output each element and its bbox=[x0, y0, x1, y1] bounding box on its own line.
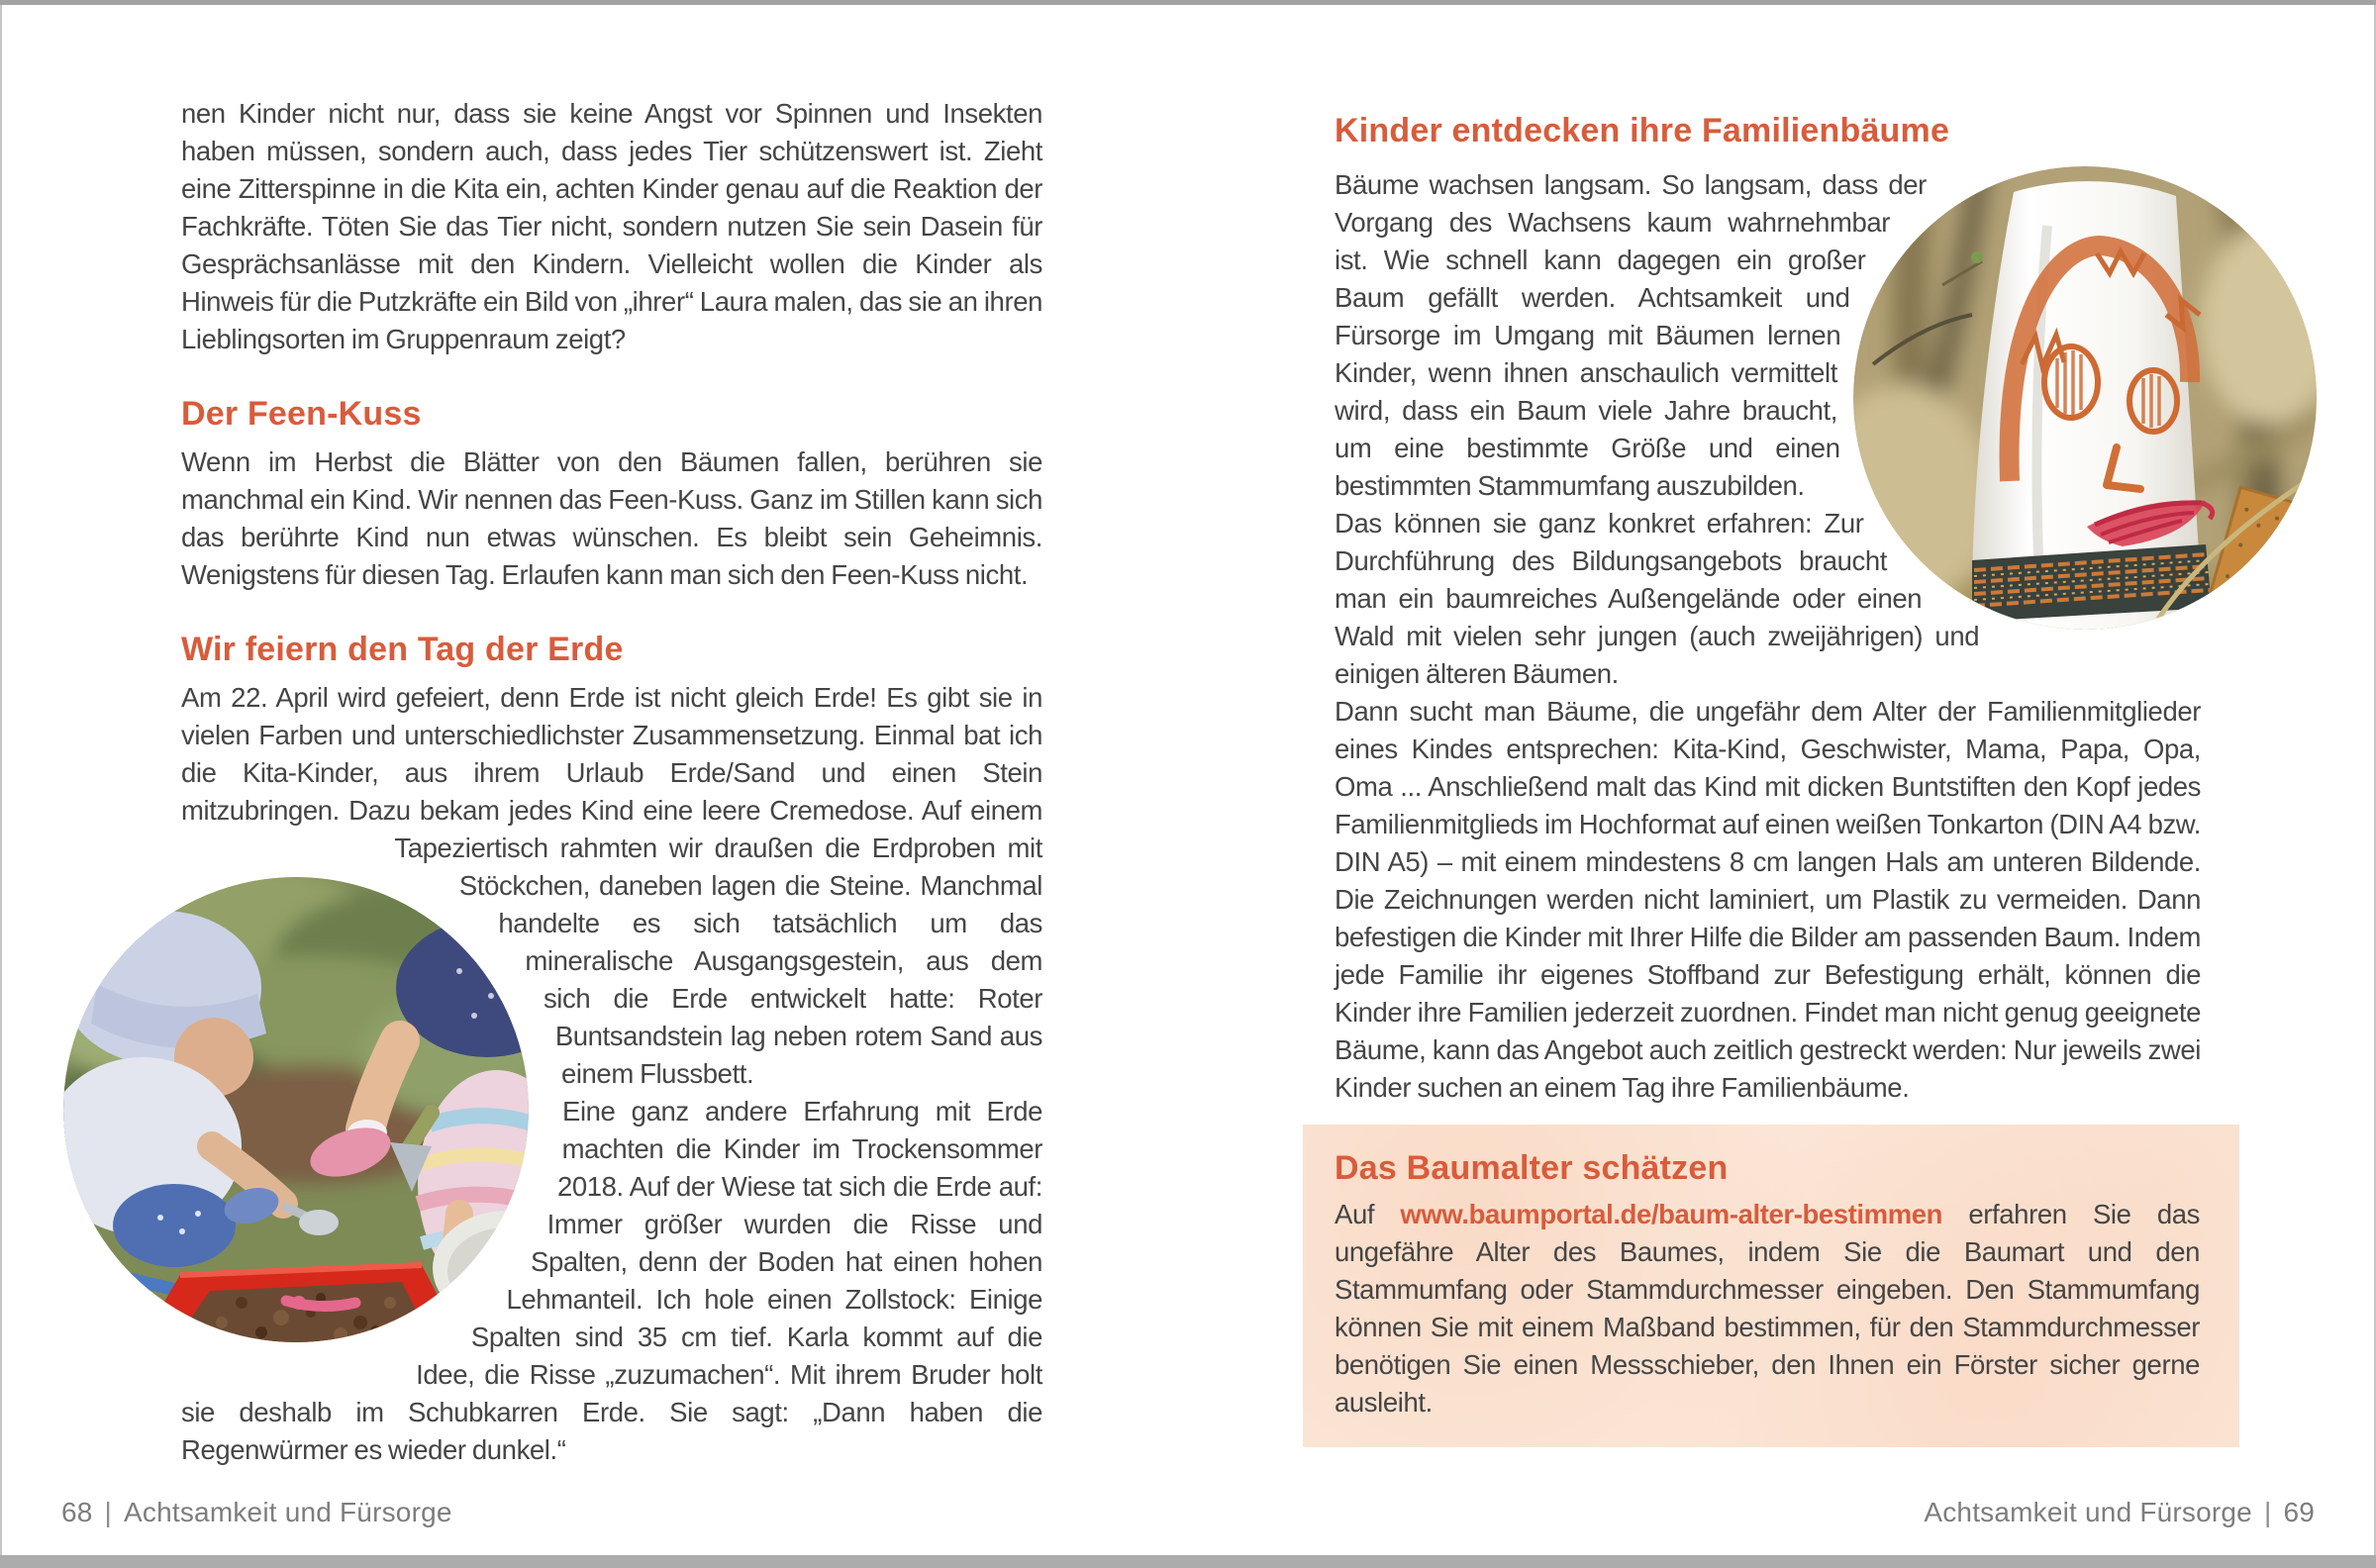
earth-day-paragraph-1: Am 22. April wird gefeiert, denn Erde ist nicht gleich Erde! Es gibt sie in vielen Farben und unterschiedlichster Zusammensetzung. Einmal bat ich die Kita-Kinder, aus ihrem Urlaub Erde/Sand und einen Stein mitzubringen. Dazu bekam jedes Kind eine leere Cremedose. Auf einem Tapeziertisch rahmten wir draußen die Erdproben mit Stöckchen, daneben lagen die Steine. Manchmal handelte es sich tatsächlich um das mineralische Ausgangsgestein, aus dem sich die Erde entwickelt hatte: Roter Buntsandstein lag neben rotem Sand aus einem Flussbett. bbox=[181, 682, 1042, 1089]
page-left-edge bbox=[0, 5, 2, 1555]
info-box-text-suffix: erfahren Sie das ungefähre Alter des Baumes, indem Sie die Baumart und den Stammumfang oder Stammdurchmesser eingeben. Den Stammumfang können Sie mit einem Maßband bestimmen, für den Stammdurchmesser benötigen Sie einen Messschieber, den Ihnen ein Förster sicher gerne ausleiht. bbox=[1335, 1199, 2200, 1418]
left-page-column bbox=[181, 95, 1042, 1568]
footer-separator: | bbox=[104, 1497, 113, 1527]
footer-separator: | bbox=[2263, 1497, 2272, 1527]
earth-day-text-wrap bbox=[181, 679, 1042, 1469]
page-top-edge bbox=[0, 0, 2376, 5]
footer-right bbox=[1924, 1493, 2315, 1532]
info-box-text-prefix: Auf bbox=[1335, 1199, 1401, 1229]
baumportal-link[interactable]: www.baumportal.de/baum-alter-bestimmen bbox=[1400, 1199, 1943, 1229]
feen-kuss-paragraph: Wenn im Herbst die Blätter von den Bäumen fallen, berühren sie manchmal ein Kind. Wir nennen das Feen-Kuss. Ganz im Stillen kann sich das berührte Kind nun etwas wünschen. Es bleibt sein Geheimnis. Wenigstens für diesen Tag. Erlaufen kann man sich den Feen-Kuss nicht. bbox=[181, 446, 1042, 590]
family-trees-paragraph-2: Das können sie ganz konkret erfahren: Zur Durchführung des Bildungsangebots braucht man ein baumreiches Außengelände oder einen Wald mit vielen sehr jungen (auch zweijährigen) und einigen älteren Bäumen. bbox=[1335, 508, 1980, 689]
heading-feen-kuss: Der Feen-Kuss bbox=[181, 395, 422, 433]
baumalter-info-box bbox=[1303, 1125, 2239, 1447]
right-page-column bbox=[1335, 111, 2201, 1447]
family-trees-paragraph-1: Bäume wachsen langsam. So langsam, dass der Vorgang des Wachsens kaum wahrnehmbar ist. Wie schnell kann dagegen ein großer Baum gefällt werden. Achtsamkeit und Fürsorge im Umgang mit Bäumen lernen Kinder, wenn ihnen anschaulich vermittelt wird, dass ein Baum viele Jahre braucht, um eine bestimmte Größe und einen bestimmten Stammumfang auszubilden. bbox=[1335, 169, 1927, 501]
left-intro-paragraph: nen Kinder nicht nur, dass sie keine Angst vor Spinnen und Insekten haben müssen, sondern auch, dass jedes Tier schützenswert ist. Zieht eine Zitterspinne in die Kita ein, achten Kinder genau auf die Reaktion der Fachkräfte. Töten Sie das Tier nicht, sondern nutzen Sie sein Dasein für Gesprächsanlässe mit den Kindern. Vielleicht wollen die Kinder als Hinweis für die Putzkräfte ein Bild von „ihrer“ Laura malen, das sie an ihren Lieblingsorten im Gruppenraum zeigt? bbox=[181, 98, 1042, 354]
family-trees-paragraph-3: Dann sucht man Bäume, die ungefähr dem Alter der Familienmitglieder eines Kindes entsprechen: Kita-Kind, Geschwister, Mama, Papa, Opa, Oma ... Anschließend malt das Kind mit dicken Buntstiften den Kopf jedes Familienmitglieds im Hochformat auf einen weißen Tonkarton (DIN A4 bzw. DIN A5) – mit einem mindestens 8 cm langen Hals am unteren Bildende. Die Zeichnungen werden nicht laminiert, um Plastik zu vermeiden. Dann befestigen die Kinder mit Ihrer Hilfe die Bilder am passenden Baum. Indem jede Familie ihr eigenes Stoffband zur Befestigung erhält, können die Kinder ihre Familien jederzeit zuordnen. Findet man nicht genug geeignete Bäume, kann das Angebot auch zeitlich gestreckt werden: Nur jeweils zwei Kinder suchen an einem Tag ihre Familienbäume. bbox=[1335, 696, 2201, 1103]
section-title-left: Achtsamkeit und Fürsorge bbox=[124, 1497, 452, 1527]
info-box-paragraph bbox=[1335, 1196, 2200, 1421]
section-title-right: Achtsamkeit und Fürsorge bbox=[1924, 1497, 2252, 1527]
heading-familienbaeume: Kinder entdecken ihre Familienbäume bbox=[1335, 112, 1950, 149]
page-number-left: 68 bbox=[61, 1497, 93, 1527]
page-number-right: 69 bbox=[2283, 1497, 2315, 1527]
earth-day-paragraph-2: Eine ganz andere Erfahrung mit Erde machten die Kinder im Trockensommer 2018. Auf der Wiese tat sich die Erde auf: Immer größer wurden die Risse und Spalten, denn der Boden hat einen hohen Lehmanteil. Ich hole einen Zollstock: Einige Spalten sind 35 cm tief. Karla kommt auf die Idee, die Risse „zuzumachen“. Mit ihrem Bruder holt sie deshalb im Schubkarren Erde. Sie sagt: „Dann haben die Regenwürmer es wieder dunkel.“ bbox=[181, 1096, 1042, 1465]
family-trees-text-wrap bbox=[1335, 166, 2201, 1107]
info-box-heading: Das Baumalter schätzen bbox=[1335, 1149, 1729, 1187]
heading-tag-der-erde: Wir feiern den Tag der Erde bbox=[181, 631, 624, 668]
